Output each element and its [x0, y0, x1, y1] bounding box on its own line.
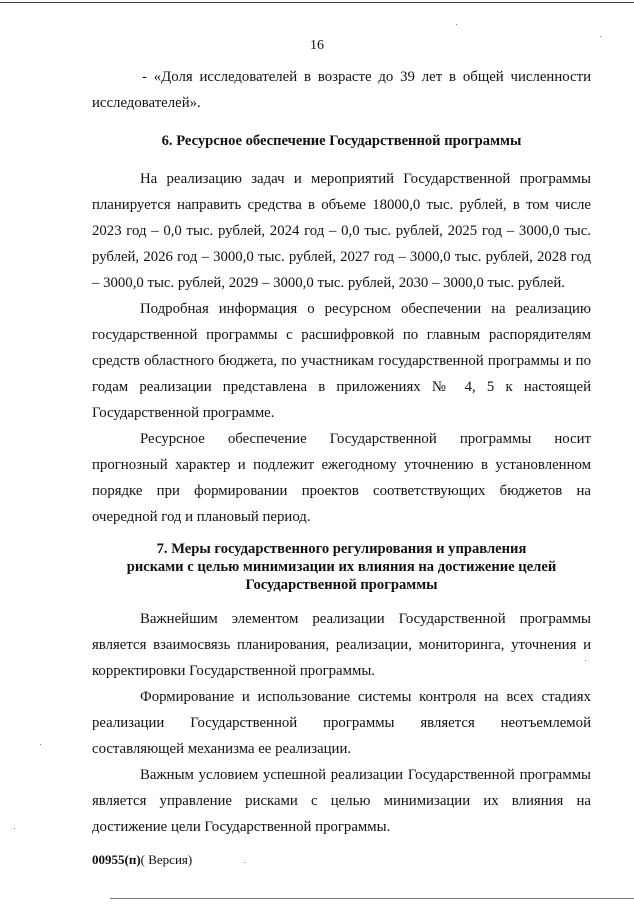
- section-7-heading-line-2: рисками с целью минимизации их влияния на достижение целей: [126, 559, 557, 575]
- section-7-heading-line-1: 7. Меры государственного регулирования и управления: [156, 541, 527, 557]
- section-7-heading: [92, 540, 591, 594]
- section-6-paragraph-1: На реализацию задач и мероприятий Государственной программы планируется направить средства в объеме 18000,0 тыс. рублей, в том числе 2023 год – 0,0 тыс. рублей, 2024 год – 0,0 тыс. рублей, 2025 год – 3000,0 тыс. рублей, 2026 год – 3000,0 тыс. рублей, 2027 год – 3000,0 тыс. рублей, 2028 год – 3000,0 тыс. рублей, 2029 – 3000,0 тыс. рублей, 2030 – 3000,0 тыс. рублей.: [92, 171, 591, 291]
- document-code: 00955(п): [92, 852, 141, 867]
- section-7-paragraph-1: Важнейшим элементом реализации Государственной программы является взаимосвязь планирования, реализации, мониторинга, уточнения и корректировки Государственной программы.: [92, 611, 591, 679]
- document-version: ( Версия): [140, 852, 193, 867]
- bottom-border-line: [110, 898, 634, 899]
- scan-speck: [14, 828, 15, 829]
- section-7-paragraph-3: Важным условием успешной реализации Государственной программы является управление рисками с целью минимизации их влияния на достижение цели Государственной программы.: [92, 767, 591, 835]
- section-6-paragraph-2: Подробная информация о ресурсном обеспечении на реализацию государственной программы с расшифровкой по главным распорядителям средств областного бюджета, по участникам государственной программы и по годам реализации представлена в приложениях № 4, 5 к настоящей Государственной программе.: [92, 301, 591, 421]
- page-number: 16: [310, 38, 324, 53]
- section-6-heading: 6. Ресурсное обеспечение Государственной программы: [161, 133, 522, 149]
- scan-speck: [600, 36, 601, 37]
- scan-speck: [244, 862, 245, 863]
- section-7-heading-line-3: Государственной программы: [245, 577, 438, 593]
- scan-speck: [585, 660, 586, 661]
- scan-speck: [456, 24, 457, 25]
- section-6-paragraph-3: Ресурсное обеспечение Государственной программы носит прогнозный характер и подлежит ежегодному уточнению в установленном порядке при формировании проектов соответствующих бюджетов на очередной год и плановый период.: [92, 431, 591, 525]
- document-footer: [92, 852, 192, 868]
- top-border-line: [0, 2, 634, 3]
- section-7-paragraph-2: Формирование и использование системы контроля на всех стадиях реализации Государственной программы является неотъемлемой составляющей механизма ее реализации.: [92, 689, 591, 757]
- document-body: [92, 64, 591, 840]
- scan-speck: [40, 744, 41, 745]
- intro-bullet: - «Доля исследователей в возрасте до 39 лет в общей численности исследователей».: [92, 69, 591, 111]
